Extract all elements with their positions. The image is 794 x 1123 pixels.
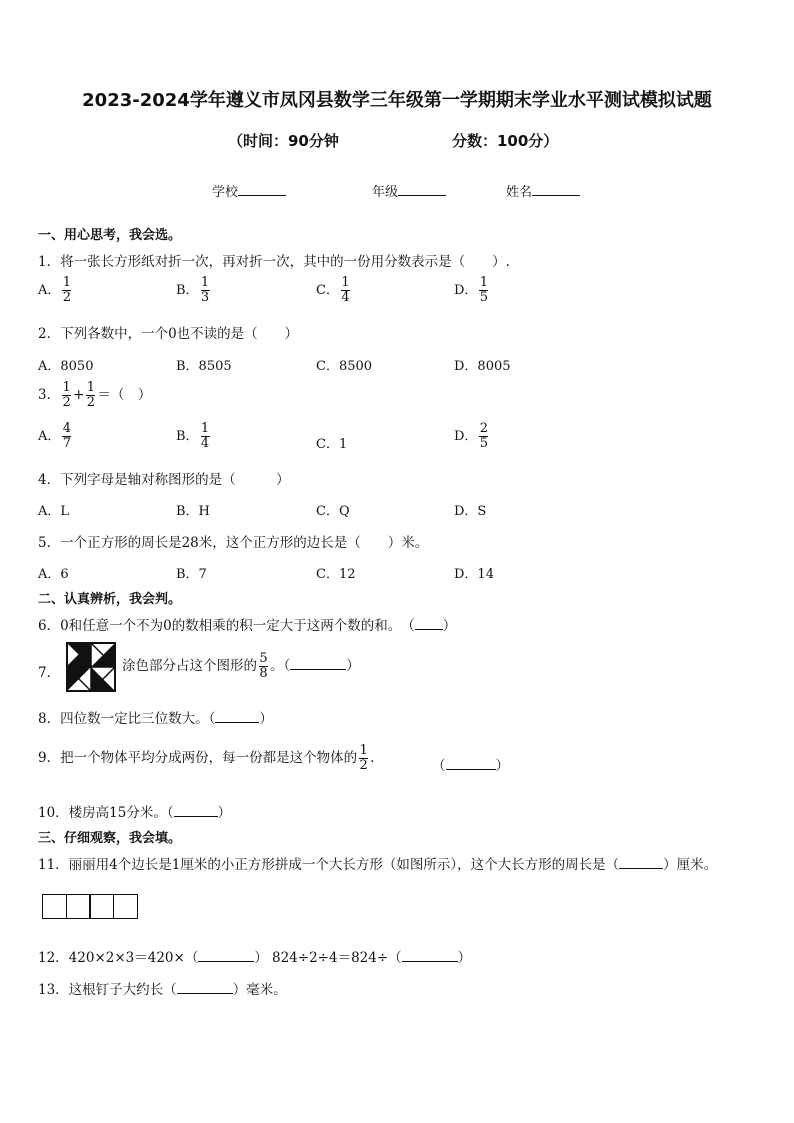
q4-option-d[interactable]: D．S (454, 504, 487, 519)
fraction: $\frac{1}{2}$ (359, 743, 368, 773)
grade-blank[interactable] (398, 183, 446, 196)
school-label: 学校 (212, 185, 239, 200)
question-6: 6．0和任意一个不为0的数相乘的积一定大于这两个数的和。 （ ） (38, 618, 457, 634)
answer-blank[interactable] (174, 804, 218, 817)
q2-option-c[interactable]: C．8500 (316, 359, 373, 374)
name-field[interactable] (506, 181, 580, 200)
question-11: 11．丽丽用4个边长是1厘米的小正方形拼成一个大长方形（如图所示），这个大长方形的周长是（ ）厘米。 (38, 857, 718, 873)
answer-blank[interactable] (402, 949, 458, 962)
grade-label: 年级 (372, 185, 399, 200)
question-7: 涂色部分占这个图形的 $\frac{5}{8}$ 。（ ） (122, 651, 360, 681)
q1-option-c[interactable]: C． $\frac{1}{4}$ (316, 275, 350, 305)
question-5: 5．一个正方形的周长是28米，这个正方形的边长是（ ）米。 (38, 535, 429, 551)
square-cell (42, 894, 67, 919)
q2-option-b[interactable]: B．8505 (176, 359, 232, 374)
square-cell (89, 894, 114, 919)
exam-score: 分数：100分） (452, 132, 559, 150)
answer-blank[interactable] (415, 617, 443, 630)
question-1: 1．将一张长方形纸对折一次，再对折一次，其中的一份用分数表示是（ ）. (38, 254, 510, 270)
grade-field[interactable] (372, 181, 446, 200)
fraction: $\frac{1}{2}$ (86, 380, 96, 410)
q3-option-b[interactable]: B． $\frac{1}{4}$ (176, 421, 210, 451)
q4-option-c[interactable]: C．Q (316, 504, 350, 519)
question-3: 3． $\frac{1}{2}$ + $\frac{1}{2}$ ＝（ ） (38, 380, 152, 410)
section-2-heading: 二、认真辨析，我会判。 (38, 592, 182, 607)
q5-option-c[interactable]: C．12 (316, 567, 356, 582)
q3-option-d[interactable]: D． $\frac{2}{5}$ (454, 421, 489, 451)
q2-option-a[interactable]: A．8050 (38, 359, 94, 374)
answer-blank[interactable] (198, 949, 254, 962)
name-blank[interactable] (532, 183, 580, 196)
answer-blank[interactable] (619, 856, 663, 869)
q5-option-d[interactable]: D．14 (454, 567, 494, 582)
question-12a: 12．420×2×3＝420×（ ） (38, 950, 268, 966)
q4-option-b[interactable]: B．H (176, 504, 210, 519)
four-squares-figure (42, 894, 138, 919)
q2-option-d[interactable]: D．8005 (454, 359, 511, 374)
answer-blank[interactable] (290, 657, 346, 670)
q1-option-b[interactable]: B． $\frac{1}{3}$ (176, 275, 210, 305)
exam-time: （时间：90分钟 (228, 132, 339, 150)
question-8: 8．四位数一定比三位数大。（ ） (38, 711, 273, 727)
fraction: $\frac{1}{2}$ (62, 380, 71, 410)
q5-option-a[interactable]: A．6 (38, 567, 69, 582)
section-1-heading: 一、用心思考，我会选。 (38, 228, 182, 243)
question-13: 13．这根钉子大约长（ ）毫米。 (38, 982, 287, 998)
fraction: $\frac{1}{4}$ (200, 421, 210, 451)
question-2: 2．下列各数中，一个0也不读的是（ ） (38, 326, 299, 342)
fraction: $\frac{2}{5}$ (479, 421, 489, 451)
fraction: $\frac{1}{4}$ (341, 275, 350, 305)
answer-blank[interactable] (177, 981, 233, 994)
section-3-heading: 三、仔细观察，我会填。 (38, 831, 182, 846)
shaded-square-figure (66, 642, 116, 692)
question-4: 4．下列字母是轴对称图形的是（ ） (38, 472, 290, 488)
question-9-answer: （ ） (432, 758, 509, 774)
fraction: $\frac{1}{3}$ (200, 275, 210, 305)
fraction: $\frac{4}{7}$ (62, 421, 72, 451)
question-10: 10．楼房高15分米。（ ） (38, 805, 232, 821)
answer-blank[interactable] (446, 757, 496, 770)
q3-option-c[interactable]: C．1 (316, 437, 348, 452)
q1-option-a[interactable]: A． $\frac{1}{2}$ (38, 275, 72, 305)
q5-option-b[interactable]: B．7 (176, 567, 207, 582)
name-label: 姓名 (506, 185, 533, 200)
question-7-number: 7． (38, 665, 61, 681)
school-blank[interactable] (238, 183, 286, 196)
page-title: 2023-2024学年遵义市凤冈县数学三年级第一学期期末学业水平测试模拟试题 (82, 90, 712, 111)
q1-option-d[interactable]: D． $\frac{1}{5}$ (454, 275, 489, 305)
answer-blank[interactable] (215, 710, 259, 723)
question-12b: 824÷2÷4＝824÷（ ） (272, 950, 472, 966)
fraction: $\frac{1}{5}$ (479, 275, 489, 305)
square-cell (66, 894, 91, 919)
fraction: $\frac{1}{2}$ (62, 275, 72, 305)
q3-option-a[interactable]: A． $\frac{4}{7}$ (38, 421, 72, 451)
fraction: $\frac{5}{8}$ (259, 651, 268, 681)
square-cell (113, 894, 138, 919)
question-9: 9．把一个物体平均分成两份，每一份都是这个物体的 $\frac{1}{2}$ . (38, 743, 375, 773)
q4-option-a[interactable]: A．L (38, 504, 70, 519)
school-field[interactable] (212, 181, 286, 200)
